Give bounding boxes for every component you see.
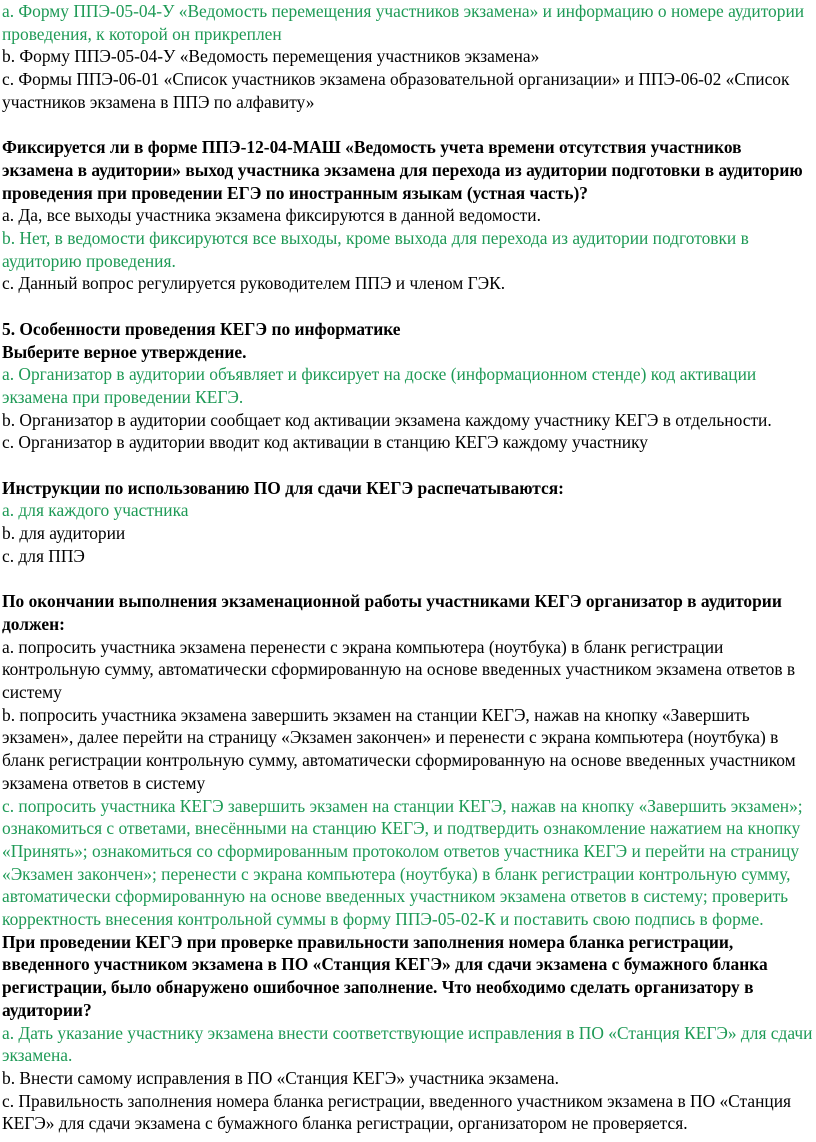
section-5 — [2, 318, 814, 454]
spacer — [2, 295, 814, 318]
q3-question: По окончании выполнения экзаменационной работы участниками КЕГЭ организатор в аудитории должен: — [2, 591, 782, 634]
q1-option-a: a. Да, все выходы участника экзамена фиксируются в данной ведомости. — [2, 205, 541, 226]
q0-option-c: c. Формы ППЭ-06-01 «Список участников экзамена образовательной организации» и ППЭ-06-02 «Список участников экзамена в ППЭ по алфавиту» — [2, 69, 790, 112]
q4-option-c: c. Правильность заполнения номера бланка регистрации, введенного участником экзамена в ПО «Станция КЕГЭ» для сдачи экзамена с бумажного бланка регистрации, организатором не проверяется. — [2, 1090, 791, 1134]
spacer — [2, 454, 814, 477]
q2-option-c: c. для ППЭ — [2, 545, 85, 566]
q4-option-b: b. Внести самому исправления в ПО «Станция КЕГЭ» участника экзамена. — [2, 1067, 559, 1088]
q0-option-b: b. Форму ППЭ-05-04-У «Ведомость перемещения участников экзамена» — [2, 46, 540, 67]
question-1 — [2, 136, 814, 295]
q1-option-c: c. Данный вопрос регулируется руководителем ППЭ и членом ГЭК. — [2, 273, 506, 294]
spacer — [2, 114, 814, 137]
q1-option-b-correct: b. Нет, в ведомости фиксируются все выходы, кроме выхода для перехода из аудитории подготовки в аудиторию проведения. — [2, 228, 749, 271]
q3-option-c-correct: c. попросить участника КЕГЭ завершить экзамен на станции КЕГЭ, нажав на кнопку «Завершить экзамен»; ознакомиться с ответами, внесёнными на станцию КЕГЭ, и подтвердить ознакомление нажатием на кнопку «Принять»; ознакомиться со сформированным протоколом ответов участника КЕГЭ и перейти на страницу «Экзамен закончен»; перенести с экрана компьютера (ноутбука) в бланк регистрации контрольную сумму, автоматически сформированную на основе введенных участником экзамена ответов в систему; проверить корректность внесения контрольной суммы в форму ППЭ-05-02-К и поставить свою подпись в форме. — [2, 795, 803, 930]
q2-option-b: b. для аудитории — [2, 523, 126, 544]
s5-option-b: b. Организатор в аудитории сообщает код активации экзамена каждому участнику КЕГЭ в отдельности. — [2, 409, 772, 430]
q3-option-b: b. попросить участника экзамена завершить экзамен на станции КЕГЭ, нажав на кнопку «Завершить экзамен», далее перейти на страницу «Экзамен закончен» и перенести с экрана компьютера (ноутбука) в бланк регистрации контрольную сумму, автоматически сформированную на основе введенных участником экзамена ответов в систему — [2, 704, 796, 793]
question-0-options — [2, 0, 814, 114]
q0-option-a-correct: a. Форму ППЭ-05-04-У «Ведомость перемещения участников экзамена» и информацию о номере аудитории проведения, к которой он прикреплен — [2, 1, 805, 44]
q4-question: При проведении КЕГЭ при проверке правильности заполнения номера бланка регистрации, введенного участником экзамена в ПО «Станция КЕГЭ» для сдачи экзамена с бумажного бланка регистрации, было обнаружено ошибочное заполнение. Что необходимо сделать организатору в аудитории? — [2, 931, 768, 1020]
s5-option-a-correct: a. Организатор в аудитории объявляет и фиксирует на доске (информационном стенде) код активации экзамена при проведении КЕГЭ. — [2, 364, 757, 407]
q3-option-a: a. попросить участника экзамена перенести с экрана компьютера (ноутбука) в бланк регистрации контрольную сумму, автоматически сформированную на основе введенных участником экзамена ответов в систему — [2, 636, 796, 703]
s5-option-c: c. Организатор в аудитории вводит код активации в станцию КЕГЭ каждому участнику — [2, 432, 648, 453]
q2-option-a-correct: a. для каждого участника — [2, 500, 189, 521]
section-5-heading: 5. Особенности проведения КЕГЭ по информатике — [2, 318, 401, 339]
question-4 — [2, 931, 814, 1135]
section-5-prompt: Выберите верное утверждение. — [2, 341, 247, 362]
q1-question: Фиксируется ли в форме ППЭ-12-04-МАШ «Ведомость учета времени отсутствия участников экзамена в аудитории» выход участника экзамена для перехода из аудитории подготовки в аудиторию проведения при проведении ЕГЭ по иностранным языкам (устная часть)? — [2, 137, 803, 203]
q2-question: Инструкции по использованию ПО для сдачи КЕГЭ распечатываются: — [2, 477, 564, 498]
spacer — [2, 568, 814, 591]
question-3 — [2, 590, 814, 931]
question-2 — [2, 477, 814, 568]
q4-option-a-correct: a. Дать указание участнику экзамена внести соответствующие исправления в ПО «Станция КЕГЭ» для сдачи экзамена. — [2, 1022, 813, 1066]
